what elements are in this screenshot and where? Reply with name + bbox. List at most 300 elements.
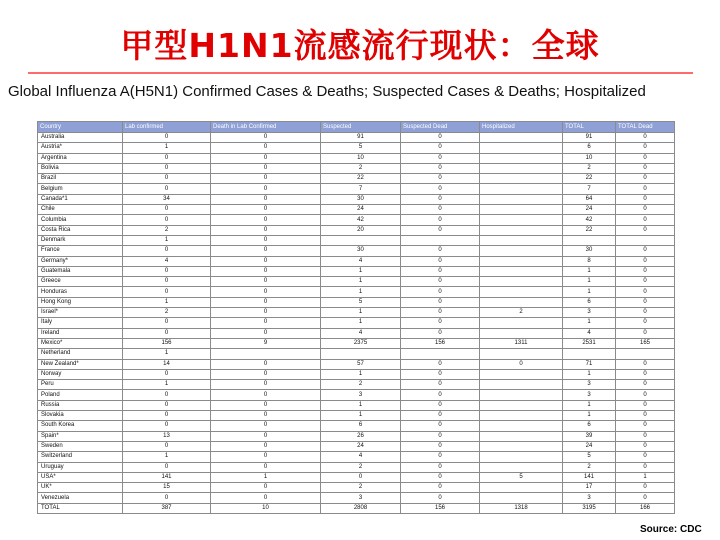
value-cell: 0 xyxy=(123,174,211,184)
value-cell: 0 xyxy=(616,369,675,379)
value-cell: 24 xyxy=(563,205,616,215)
table-row xyxy=(38,235,675,245)
country-cell: Denmark xyxy=(38,235,123,245)
country-cell: Argentina xyxy=(38,153,123,163)
value-cell xyxy=(616,349,675,359)
table-row xyxy=(38,472,675,482)
value-cell: 0 xyxy=(123,287,211,297)
table-row xyxy=(38,349,675,359)
value-cell: 0 xyxy=(211,369,321,379)
value-cell xyxy=(480,349,563,359)
value-cell xyxy=(480,441,563,451)
value-cell: 1 xyxy=(321,411,401,421)
value-cell: 7 xyxy=(563,184,616,194)
value-cell: 1 xyxy=(563,369,616,379)
value-cell: 3 xyxy=(563,390,616,400)
value-cell: 20 xyxy=(321,225,401,235)
value-cell: 0 xyxy=(616,318,675,328)
value-cell: 30 xyxy=(563,246,616,256)
value-cell xyxy=(563,235,616,245)
table-row xyxy=(38,225,675,235)
table-row xyxy=(38,297,675,307)
value-cell: 7 xyxy=(321,184,401,194)
value-cell: 0 xyxy=(123,318,211,328)
value-cell: 0 xyxy=(616,411,675,421)
country-cell: South Korea xyxy=(38,421,123,431)
value-cell: 1 xyxy=(616,472,675,482)
country-cell: Columbia xyxy=(38,215,123,225)
value-cell: 3195 xyxy=(563,503,616,513)
value-cell: 91 xyxy=(321,133,401,143)
value-cell: 0 xyxy=(616,421,675,431)
table-row xyxy=(38,338,675,348)
value-cell: 3 xyxy=(563,380,616,390)
value-cell: 5 xyxy=(321,297,401,307)
value-cell: 2 xyxy=(321,483,401,493)
value-cell xyxy=(480,225,563,235)
value-cell: 0 xyxy=(616,143,675,153)
value-cell: 0 xyxy=(616,297,675,307)
table-row xyxy=(38,483,675,493)
value-cell: 2 xyxy=(321,462,401,472)
value-cell: 22 xyxy=(563,225,616,235)
value-cell xyxy=(321,349,401,359)
value-cell: 0 xyxy=(401,421,480,431)
table-row xyxy=(38,400,675,410)
value-cell: 0 xyxy=(616,133,675,143)
table-row xyxy=(38,318,675,328)
table-row xyxy=(38,246,675,256)
value-cell: 0 xyxy=(401,359,480,369)
value-cell: 0 xyxy=(616,308,675,318)
value-cell xyxy=(480,205,563,215)
value-cell: 17 xyxy=(563,483,616,493)
value-cell xyxy=(480,266,563,276)
value-cell: 2808 xyxy=(321,503,401,513)
value-cell: 0 xyxy=(211,452,321,462)
country-cell: Sweden xyxy=(38,441,123,451)
country-cell: Russia xyxy=(38,400,123,410)
value-cell: 0 xyxy=(321,472,401,482)
value-cell: 26 xyxy=(321,431,401,441)
value-cell: 0 xyxy=(616,400,675,410)
value-cell: 57 xyxy=(321,359,401,369)
value-cell: 34 xyxy=(123,194,211,204)
value-cell: 0 xyxy=(123,369,211,379)
value-cell: 1 xyxy=(123,297,211,307)
value-cell: 1318 xyxy=(480,503,563,513)
value-cell: 5 xyxy=(321,143,401,153)
value-cell: 0 xyxy=(401,256,480,266)
value-cell: 5 xyxy=(480,472,563,482)
table-row xyxy=(38,143,675,153)
value-cell: 2375 xyxy=(321,338,401,348)
value-cell: 0 xyxy=(401,390,480,400)
value-cell: 0 xyxy=(616,256,675,266)
value-cell: 5 xyxy=(563,452,616,462)
value-cell xyxy=(480,215,563,225)
table-body xyxy=(38,133,675,514)
value-cell xyxy=(480,493,563,503)
value-cell: 387 xyxy=(123,503,211,513)
value-cell: 6 xyxy=(321,421,401,431)
value-cell: 0 xyxy=(123,328,211,338)
value-cell: 1 xyxy=(123,452,211,462)
value-cell: 1 xyxy=(321,369,401,379)
value-cell xyxy=(480,369,563,379)
value-cell: 4 xyxy=(563,328,616,338)
column-header: Death in Lab Confirmed xyxy=(211,122,321,133)
value-cell: 0 xyxy=(401,266,480,276)
value-cell xyxy=(480,400,563,410)
value-cell: 1311 xyxy=(480,338,563,348)
value-cell: 0 xyxy=(401,431,480,441)
value-cell: 0 xyxy=(401,462,480,472)
value-cell xyxy=(480,297,563,307)
value-cell xyxy=(480,390,563,400)
value-cell: 42 xyxy=(321,215,401,225)
country-cell: Australia xyxy=(38,133,123,143)
value-cell: 1 xyxy=(563,287,616,297)
value-cell: 39 xyxy=(563,431,616,441)
value-cell: 6 xyxy=(563,421,616,431)
value-cell: 0 xyxy=(401,246,480,256)
value-cell: 0 xyxy=(401,287,480,297)
country-cell: Hong Kong xyxy=(38,297,123,307)
value-cell: 0 xyxy=(401,493,480,503)
column-header: Suspected xyxy=(321,122,401,133)
value-cell: 0 xyxy=(211,431,321,441)
value-cell xyxy=(480,235,563,245)
value-cell: 156 xyxy=(401,503,480,513)
value-cell: 0 xyxy=(401,308,480,318)
value-cell: 2 xyxy=(563,462,616,472)
value-cell: 0 xyxy=(480,359,563,369)
table-row xyxy=(38,277,675,287)
value-cell: 0 xyxy=(123,390,211,400)
value-cell: 10 xyxy=(563,153,616,163)
value-cell: 0 xyxy=(211,297,321,307)
country-cell: Venezuela xyxy=(38,493,123,503)
country-cell: Slovakia xyxy=(38,411,123,421)
value-cell: 30 xyxy=(321,194,401,204)
value-cell: 0 xyxy=(211,235,321,245)
table-header-row xyxy=(38,122,675,133)
value-cell xyxy=(480,174,563,184)
country-cell: Canada*1 xyxy=(38,194,123,204)
table-row xyxy=(38,194,675,204)
slide-title: 甲型H1N1流感流行现状：全球 xyxy=(120,26,600,65)
value-cell: 0 xyxy=(211,194,321,204)
value-cell: 0 xyxy=(211,143,321,153)
country-cell: Spain* xyxy=(38,431,123,441)
country-cell: Bolivia xyxy=(38,163,123,173)
value-cell: 64 xyxy=(563,194,616,204)
value-cell: 0 xyxy=(123,421,211,431)
value-cell: 0 xyxy=(401,328,480,338)
value-cell: 0 xyxy=(211,205,321,215)
value-cell: 141 xyxy=(123,472,211,482)
value-cell: 0 xyxy=(616,163,675,173)
table-row xyxy=(38,411,675,421)
value-cell: 1 xyxy=(123,143,211,153)
value-cell: 71 xyxy=(563,359,616,369)
value-cell: 0 xyxy=(401,472,480,482)
value-cell: 0 xyxy=(401,400,480,410)
value-cell: 2 xyxy=(123,225,211,235)
value-cell: 0 xyxy=(401,441,480,451)
value-cell: 0 xyxy=(211,287,321,297)
value-cell: 2 xyxy=(321,163,401,173)
table-row xyxy=(38,205,675,215)
table-subtitle: Global Influenza A(H5N1) Confirmed Cases & Deaths; Suspected Cases & Deaths; Hospitalized xyxy=(8,83,646,100)
value-cell: 8 xyxy=(563,256,616,266)
value-cell: 0 xyxy=(211,421,321,431)
country-cell: France xyxy=(38,246,123,256)
value-cell xyxy=(563,349,616,359)
cases-table-container xyxy=(37,121,674,514)
value-cell: 14 xyxy=(123,359,211,369)
value-cell: 4 xyxy=(123,256,211,266)
value-cell: 0 xyxy=(123,163,211,173)
value-cell: 3 xyxy=(321,493,401,503)
value-cell: 42 xyxy=(563,215,616,225)
value-cell xyxy=(480,380,563,390)
value-cell xyxy=(480,411,563,421)
cases-table xyxy=(37,121,675,514)
value-cell: 0 xyxy=(616,153,675,163)
value-cell: 141 xyxy=(563,472,616,482)
value-cell: 0 xyxy=(616,266,675,276)
value-cell: 0 xyxy=(211,380,321,390)
value-cell xyxy=(480,462,563,472)
value-cell: 6 xyxy=(563,143,616,153)
value-cell: 9 xyxy=(211,338,321,348)
value-cell: 0 xyxy=(616,277,675,287)
value-cell: 0 xyxy=(401,205,480,215)
country-cell: Greece xyxy=(38,277,123,287)
value-cell: 0 xyxy=(211,163,321,173)
value-cell: 0 xyxy=(616,184,675,194)
value-cell: 1 xyxy=(563,411,616,421)
value-cell: 0 xyxy=(123,266,211,276)
value-cell: 0 xyxy=(123,411,211,421)
value-cell xyxy=(616,235,675,245)
value-cell: 156 xyxy=(123,338,211,348)
table-row xyxy=(38,493,675,503)
value-cell: 0 xyxy=(401,318,480,328)
value-cell: 6 xyxy=(563,297,616,307)
table-row xyxy=(38,380,675,390)
value-cell: 0 xyxy=(401,297,480,307)
value-cell: 0 xyxy=(123,184,211,194)
value-cell: 24 xyxy=(321,205,401,215)
table-row xyxy=(38,503,675,513)
value-cell: 0 xyxy=(211,318,321,328)
value-cell xyxy=(480,153,563,163)
value-cell: 0 xyxy=(616,246,675,256)
country-cell: Guatemala xyxy=(38,266,123,276)
country-cell: Peru xyxy=(38,380,123,390)
value-cell: 1 xyxy=(123,235,211,245)
value-cell: 0 xyxy=(401,143,480,153)
value-cell: 0 xyxy=(401,194,480,204)
value-cell: 1 xyxy=(563,318,616,328)
table-row xyxy=(38,215,675,225)
value-cell: 1 xyxy=(211,472,321,482)
table-row xyxy=(38,359,675,369)
value-cell: 0 xyxy=(401,277,480,287)
country-cell: Chile xyxy=(38,205,123,215)
country-cell: Switzerland xyxy=(38,452,123,462)
value-cell: 91 xyxy=(563,133,616,143)
value-cell: 10 xyxy=(321,153,401,163)
value-cell: 1 xyxy=(321,400,401,410)
value-cell: 165 xyxy=(616,338,675,348)
table-row xyxy=(38,369,675,379)
value-cell: 1 xyxy=(123,349,211,359)
value-cell: 3 xyxy=(563,308,616,318)
value-cell: 1 xyxy=(321,277,401,287)
value-cell: 1 xyxy=(563,277,616,287)
table-row xyxy=(38,256,675,266)
value-cell: 0 xyxy=(401,483,480,493)
value-cell: 166 xyxy=(616,503,675,513)
value-cell: 0 xyxy=(211,441,321,451)
table-row xyxy=(38,328,675,338)
value-cell xyxy=(480,328,563,338)
source-note: Source: CDC xyxy=(640,524,702,535)
value-cell: 2 xyxy=(321,380,401,390)
value-cell: 13 xyxy=(123,431,211,441)
value-cell: 0 xyxy=(616,287,675,297)
value-cell: 0 xyxy=(616,328,675,338)
country-cell: USA* xyxy=(38,472,123,482)
value-cell: 0 xyxy=(401,452,480,462)
value-cell xyxy=(480,163,563,173)
value-cell: 0 xyxy=(123,462,211,472)
column-header: TOTAL xyxy=(563,122,616,133)
value-cell: 30 xyxy=(321,246,401,256)
country-cell: Belgium xyxy=(38,184,123,194)
value-cell: 1 xyxy=(563,266,616,276)
value-cell: 0 xyxy=(616,452,675,462)
value-cell: 4 xyxy=(321,328,401,338)
table-row xyxy=(38,421,675,431)
value-cell: 0 xyxy=(123,215,211,225)
value-cell: 22 xyxy=(321,174,401,184)
value-cell: 0 xyxy=(211,328,321,338)
value-cell: 0 xyxy=(616,194,675,204)
value-cell xyxy=(480,143,563,153)
column-header: Lab confirmed xyxy=(123,122,211,133)
value-cell xyxy=(480,277,563,287)
country-cell: Ireland xyxy=(38,328,123,338)
value-cell: 0 xyxy=(401,411,480,421)
value-cell xyxy=(480,246,563,256)
value-cell: 0 xyxy=(211,133,321,143)
value-cell: 2531 xyxy=(563,338,616,348)
value-cell: 0 xyxy=(123,277,211,287)
table-row xyxy=(38,266,675,276)
column-header: TOTAL Dead xyxy=(616,122,675,133)
value-cell: 0 xyxy=(211,184,321,194)
table-row xyxy=(38,163,675,173)
country-cell: New Zealand* xyxy=(38,359,123,369)
value-cell: 1 xyxy=(321,266,401,276)
country-cell: Honduras xyxy=(38,287,123,297)
value-cell: 0 xyxy=(401,225,480,235)
value-cell: 0 xyxy=(211,493,321,503)
value-cell: 1 xyxy=(321,318,401,328)
country-cell: Italy xyxy=(38,318,123,328)
country-cell: Poland xyxy=(38,390,123,400)
table-row xyxy=(38,452,675,462)
value-cell: 3 xyxy=(321,390,401,400)
value-cell: 0 xyxy=(616,174,675,184)
country-cell: UK* xyxy=(38,483,123,493)
value-cell xyxy=(480,194,563,204)
value-cell: 0 xyxy=(211,390,321,400)
value-cell: 4 xyxy=(321,452,401,462)
value-cell xyxy=(480,256,563,266)
table-row xyxy=(38,174,675,184)
value-cell xyxy=(321,235,401,245)
value-cell: 0 xyxy=(616,431,675,441)
value-cell: 2 xyxy=(563,163,616,173)
value-cell xyxy=(480,431,563,441)
value-cell: 0 xyxy=(616,225,675,235)
table-row xyxy=(38,431,675,441)
value-cell: 1 xyxy=(563,400,616,410)
value-cell: 24 xyxy=(321,441,401,451)
table-row xyxy=(38,390,675,400)
value-cell: 4 xyxy=(321,256,401,266)
value-cell: 0 xyxy=(401,380,480,390)
value-cell: 0 xyxy=(616,462,675,472)
title-divider xyxy=(28,72,693,74)
value-cell: 0 xyxy=(616,493,675,503)
value-cell: 0 xyxy=(211,400,321,410)
value-cell: 0 xyxy=(401,369,480,379)
country-cell: Germany* xyxy=(38,256,123,266)
value-cell: 0 xyxy=(211,256,321,266)
country-cell: Costa Rica xyxy=(38,225,123,235)
value-cell: 0 xyxy=(616,390,675,400)
table-row xyxy=(38,287,675,297)
value-cell: 0 xyxy=(401,153,480,163)
column-header: Country xyxy=(38,122,123,133)
value-cell: 15 xyxy=(123,483,211,493)
value-cell: 0 xyxy=(123,493,211,503)
value-cell: 0 xyxy=(401,215,480,225)
value-cell xyxy=(480,287,563,297)
country-cell: Mexico* xyxy=(38,338,123,348)
table-row xyxy=(38,462,675,472)
value-cell xyxy=(480,133,563,143)
value-cell: 0 xyxy=(401,163,480,173)
value-cell: 10 xyxy=(211,503,321,513)
value-cell: 1 xyxy=(123,380,211,390)
value-cell xyxy=(211,349,321,359)
country-cell: Israel* xyxy=(38,308,123,318)
value-cell: 0 xyxy=(211,246,321,256)
value-cell: 0 xyxy=(211,225,321,235)
country-cell: Norway xyxy=(38,369,123,379)
value-cell: 0 xyxy=(123,441,211,451)
value-cell: 0 xyxy=(211,277,321,287)
table-row xyxy=(38,153,675,163)
